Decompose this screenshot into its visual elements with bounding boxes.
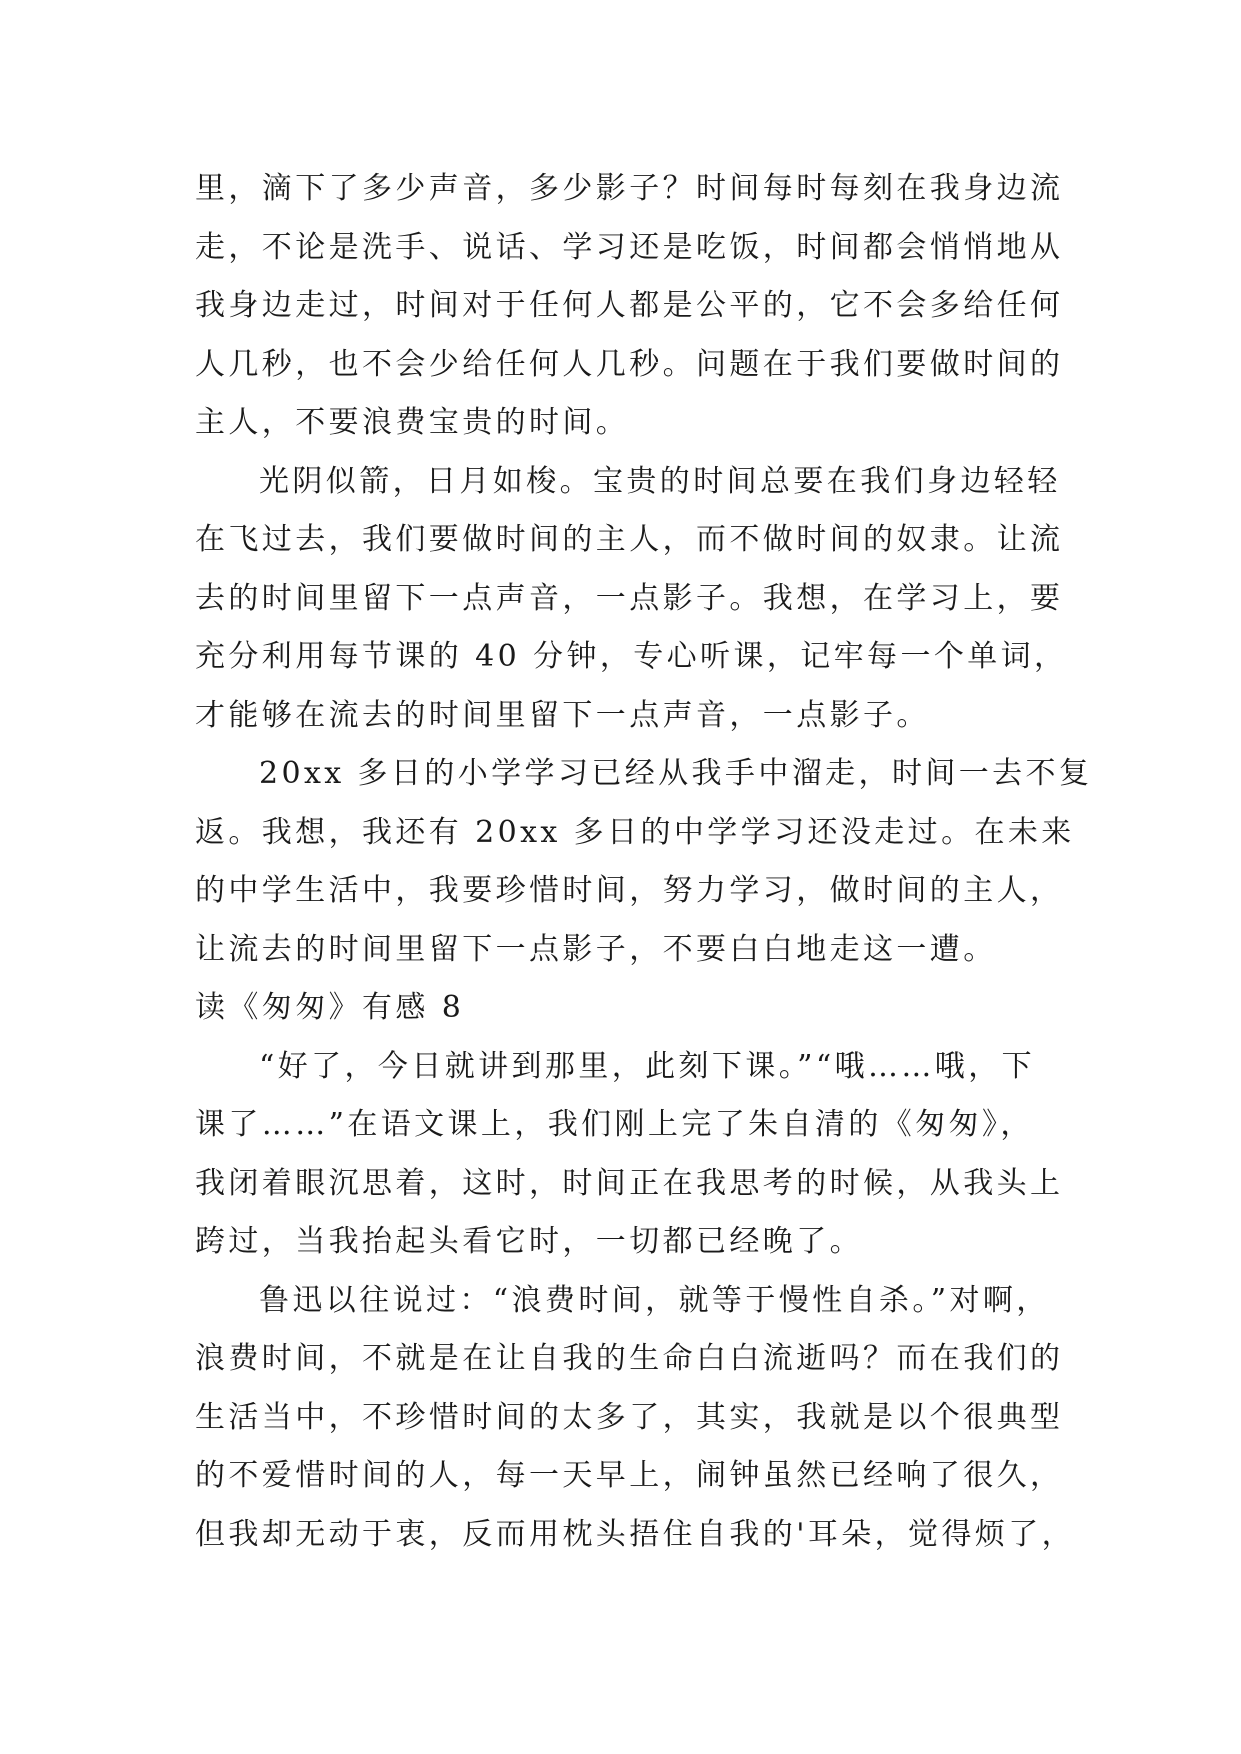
text-line: 跨过，当我抬起头看它时，一切都已经晚了。 bbox=[195, 1224, 863, 1259]
text-line: 生活当中，不珍惜时间的太多了，其实，我就是以个很典型 bbox=[195, 1399, 1064, 1435]
text-line: 里，滴下了多少声音，多少影子？时间每时每刻在我身边流 bbox=[195, 171, 1064, 206]
text-line: 主人，不要浪费宝贵的时间。 bbox=[195, 405, 630, 440]
text-line: 的不爱惜时间的人，每一天早上，闹钟虽然已经响了很久， bbox=[195, 1458, 1064, 1493]
text-line: 走，不论是洗手、说话、学习还是吃饭，时间都会悄悄地从 bbox=[195, 229, 1064, 265]
section-heading: 读《匆匆》有感 8 bbox=[195, 990, 465, 1025]
text-line: 才能够在流去的时间里留下一点声音，一点影子。 bbox=[195, 697, 930, 733]
text-line: 但我却无动于衷，反而用枕头捂住自我的'耳朵，觉得烦了， bbox=[195, 1516, 1076, 1552]
text-line: 鲁迅以往说过：“浪费时间，就等于慢性自杀。”对啊， bbox=[259, 1282, 1050, 1318]
text-line: 我身边走过，时间对于任何人都是公平的，它不会多给任何 bbox=[195, 288, 1064, 323]
document-body bbox=[195, 160, 1095, 1564]
text-line: “好了，今日就讲到那里，此刻下课。”“哦……哦，下 bbox=[259, 1048, 1036, 1084]
text-line: 光阴似箭，日月如梭。宝贵的时间总要在我们身边轻轻 bbox=[259, 463, 1061, 499]
text-line: 人几秒，也不会少给任何人几秒。问题在于我们要做时间的 bbox=[195, 346, 1064, 382]
paragraph-3 bbox=[195, 745, 1095, 979]
text-line: 的中学生活中，我要珍惜时间，努力学习，做时间的主人， bbox=[195, 873, 1064, 908]
paragraph-4 bbox=[195, 1038, 1095, 1272]
text-line: 充分利用每节课的 40 分钟，专心听课，记牢每一个单词， bbox=[195, 639, 1068, 674]
text-line: 在飞过去，我们要做时间的主人，而不做时间的奴隶。让流 bbox=[195, 522, 1064, 557]
text-line: 浪费时间，不就是在让自我的生命白白流逝吗？而在我们的 bbox=[195, 1341, 1064, 1376]
text-line: 返。我想，我还有 20xx 多日的中学学习还没走过。在未来 bbox=[195, 814, 1075, 850]
text-line: 课了……”在语文课上，我们刚上完了朱自清的《匆匆》， bbox=[195, 1107, 1034, 1142]
text-line: 我闭着眼沉思着，这时，时间正在我思考的时候，从我头上 bbox=[195, 1165, 1064, 1201]
text-line: 20xx 多日的小学学习已经从我手中溜走，时间一去不复 bbox=[259, 756, 1093, 791]
paragraph-5 bbox=[195, 1272, 1095, 1565]
text-line: 去的时间里留下一点声音，一点影子。我想，在学习上，要 bbox=[195, 580, 1064, 616]
paragraph-1 bbox=[195, 160, 1095, 453]
paragraph-2 bbox=[195, 453, 1095, 746]
text-line: 让流去的时间里留下一点影子，不要白白地走这一遭。 bbox=[195, 931, 997, 967]
